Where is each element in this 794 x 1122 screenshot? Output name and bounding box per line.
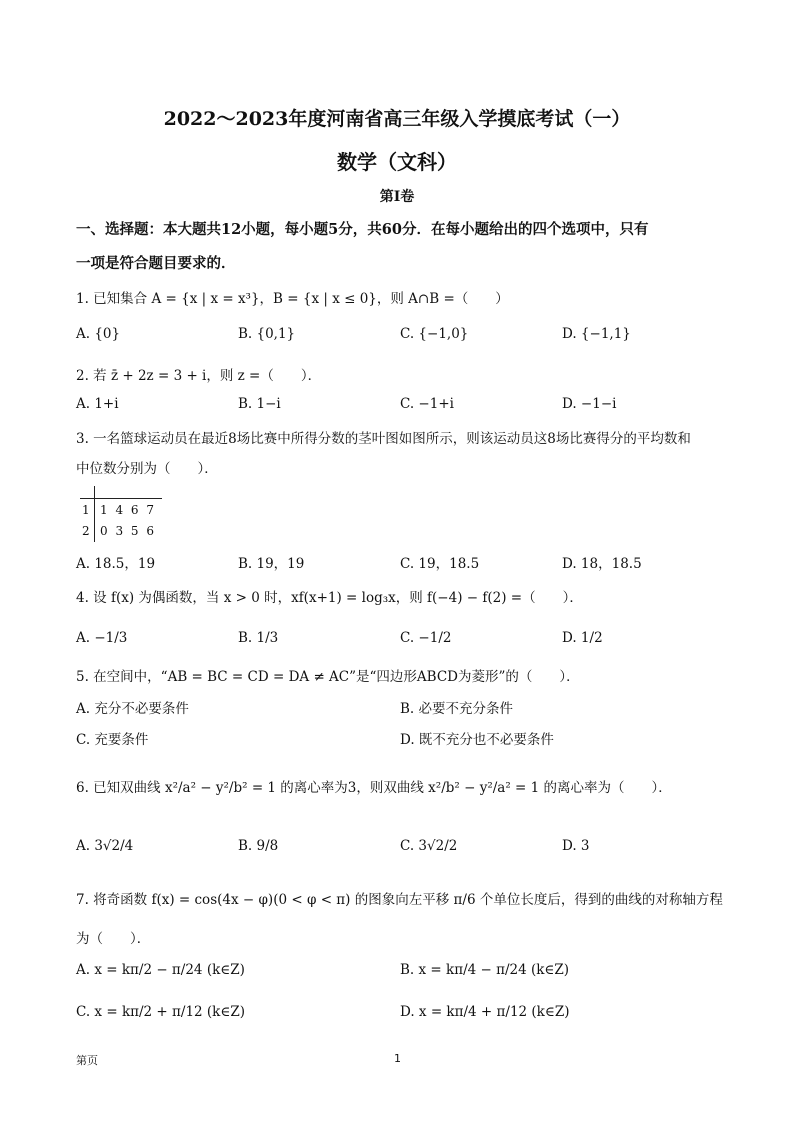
question-7-option-c: C. x = kπ/2 + π/12 (k∈Z) (76, 1004, 246, 1020)
leaf-values: 0 3 5 6 (100, 524, 154, 538)
question-3-stem-line1: 3. 一名篮球运动员在最近8场比赛中所得分数的茎叶图如图所示，则该运动员这8场比赛得分的平均数和 (76, 431, 691, 447)
exam-subtitle: 数学（文科） (337, 150, 457, 174)
volume-label: 第Ⅰ卷 (379, 189, 415, 205)
question-3-option-c: C. 19，18.5 (400, 556, 480, 572)
question-5-option-a: A. 充分不必要条件 (76, 701, 189, 717)
question-3-stem-line2: 中位数分别为（ ）． (76, 461, 218, 477)
question-1-option-d: D. {−1,1} (562, 326, 631, 342)
stem-value: 2 (82, 524, 90, 538)
question-2-option-c: C. −1+i (400, 396, 454, 412)
question-2-option-a: A. 1+i (76, 396, 119, 412)
question-3-option-a: A. 18.5，19 (76, 556, 156, 572)
question-6-option-a: A. 3√2/4 (76, 838, 134, 854)
stem-leaf-row (82, 524, 154, 538)
question-7-option-b: B. x = kπ/4 − π/24 (k∈Z) (400, 962, 570, 978)
stem-leaf-plot (80, 486, 170, 542)
question-1-option-a: A. {0} (76, 326, 121, 342)
question-1-option-b: B. {0,1} (238, 326, 296, 342)
section-heading-line1: 一、选择题：本大题共12小题，每小题5分，共60分．在每小题给出的四个选项中，只有 (76, 221, 649, 238)
question-6-option-b: B. 9/8 (238, 838, 279, 854)
question-7-option-d: D. x = kπ/4 + π/12 (k∈Z) (400, 1004, 570, 1020)
question-4-option-d: D. 1/2 (562, 630, 603, 646)
footer-page-label: 第页 (76, 1054, 98, 1067)
question-4-option-b: B. 1/3 (238, 630, 279, 646)
question-1-stem: 1. 已知集合 A = {x | x = x³}，B = {x | x ≤ 0}，则 A∩B =（ ） (76, 291, 509, 307)
question-6-stem: 6. 已知双曲线 x²/a² − y²/b² = 1 的离心率为3，则双曲线 x²/b² − y²/a² = 1 的离心率为（ ）． (76, 780, 672, 796)
stem-value: 1 (82, 503, 90, 517)
section-heading-line2: 一项是符合题目要求的． (76, 255, 236, 272)
question-5-stem: 5. 在空间中，“AB = BC = CD = DA ≠ AC”是“四边形ABCD为菱形”的（ ）． (76, 669, 580, 685)
question-5-option-c: C. 充要条件 (76, 732, 149, 748)
question-4-option-c: C. −1/2 (400, 630, 452, 646)
question-6-option-c: C. 3√2/2 (400, 838, 458, 854)
question-5-option-b: B. 必要不充分条件 (400, 701, 514, 717)
question-6-option-d: D. 3 (562, 838, 590, 854)
exam-title: 2022～2023年度河南省高三年级入学摸底考试（一） (163, 108, 631, 130)
question-7-stem-line1: 7. 将奇函数 f(x) = cos(4x − φ)(0 < φ < π) 的图象向左平移 π/6 个单位长度后，得到的曲线的对称轴方程 (76, 892, 723, 908)
question-3-option-b: B. 19，19 (238, 556, 305, 572)
question-7-stem-line2: 为（ ）． (76, 931, 151, 947)
question-7-option-a: A. x = kπ/2 − π/24 (k∈Z) (76, 962, 245, 978)
question-2-option-d: D. −1−i (562, 396, 617, 412)
question-4-option-a: A. −1/3 (76, 630, 128, 646)
question-4-stem: 4. 设 f(x) 为偶函数，当 x > 0 时，xf(x+1) = log₃x，则 f(−4) − f(2) =（ ）． (76, 590, 583, 606)
question-5-option-d: D. 既不充分也不必要条件 (400, 732, 554, 748)
stem-leaf-row (82, 503, 154, 517)
question-2-stem: 2. 若 z̄ + 2z = 3 + i，则 z =（ ）． (76, 368, 322, 384)
leaf-values: 1 4 6 7 (100, 503, 154, 517)
question-1-option-c: C. {−1,0} (400, 326, 469, 342)
stem-header-line (80, 498, 162, 499)
question-2-option-b: B. 1−i (238, 396, 281, 412)
question-3-option-d: D. 18，18.5 (562, 556, 642, 572)
footer-page-number: 1 (394, 1052, 401, 1065)
